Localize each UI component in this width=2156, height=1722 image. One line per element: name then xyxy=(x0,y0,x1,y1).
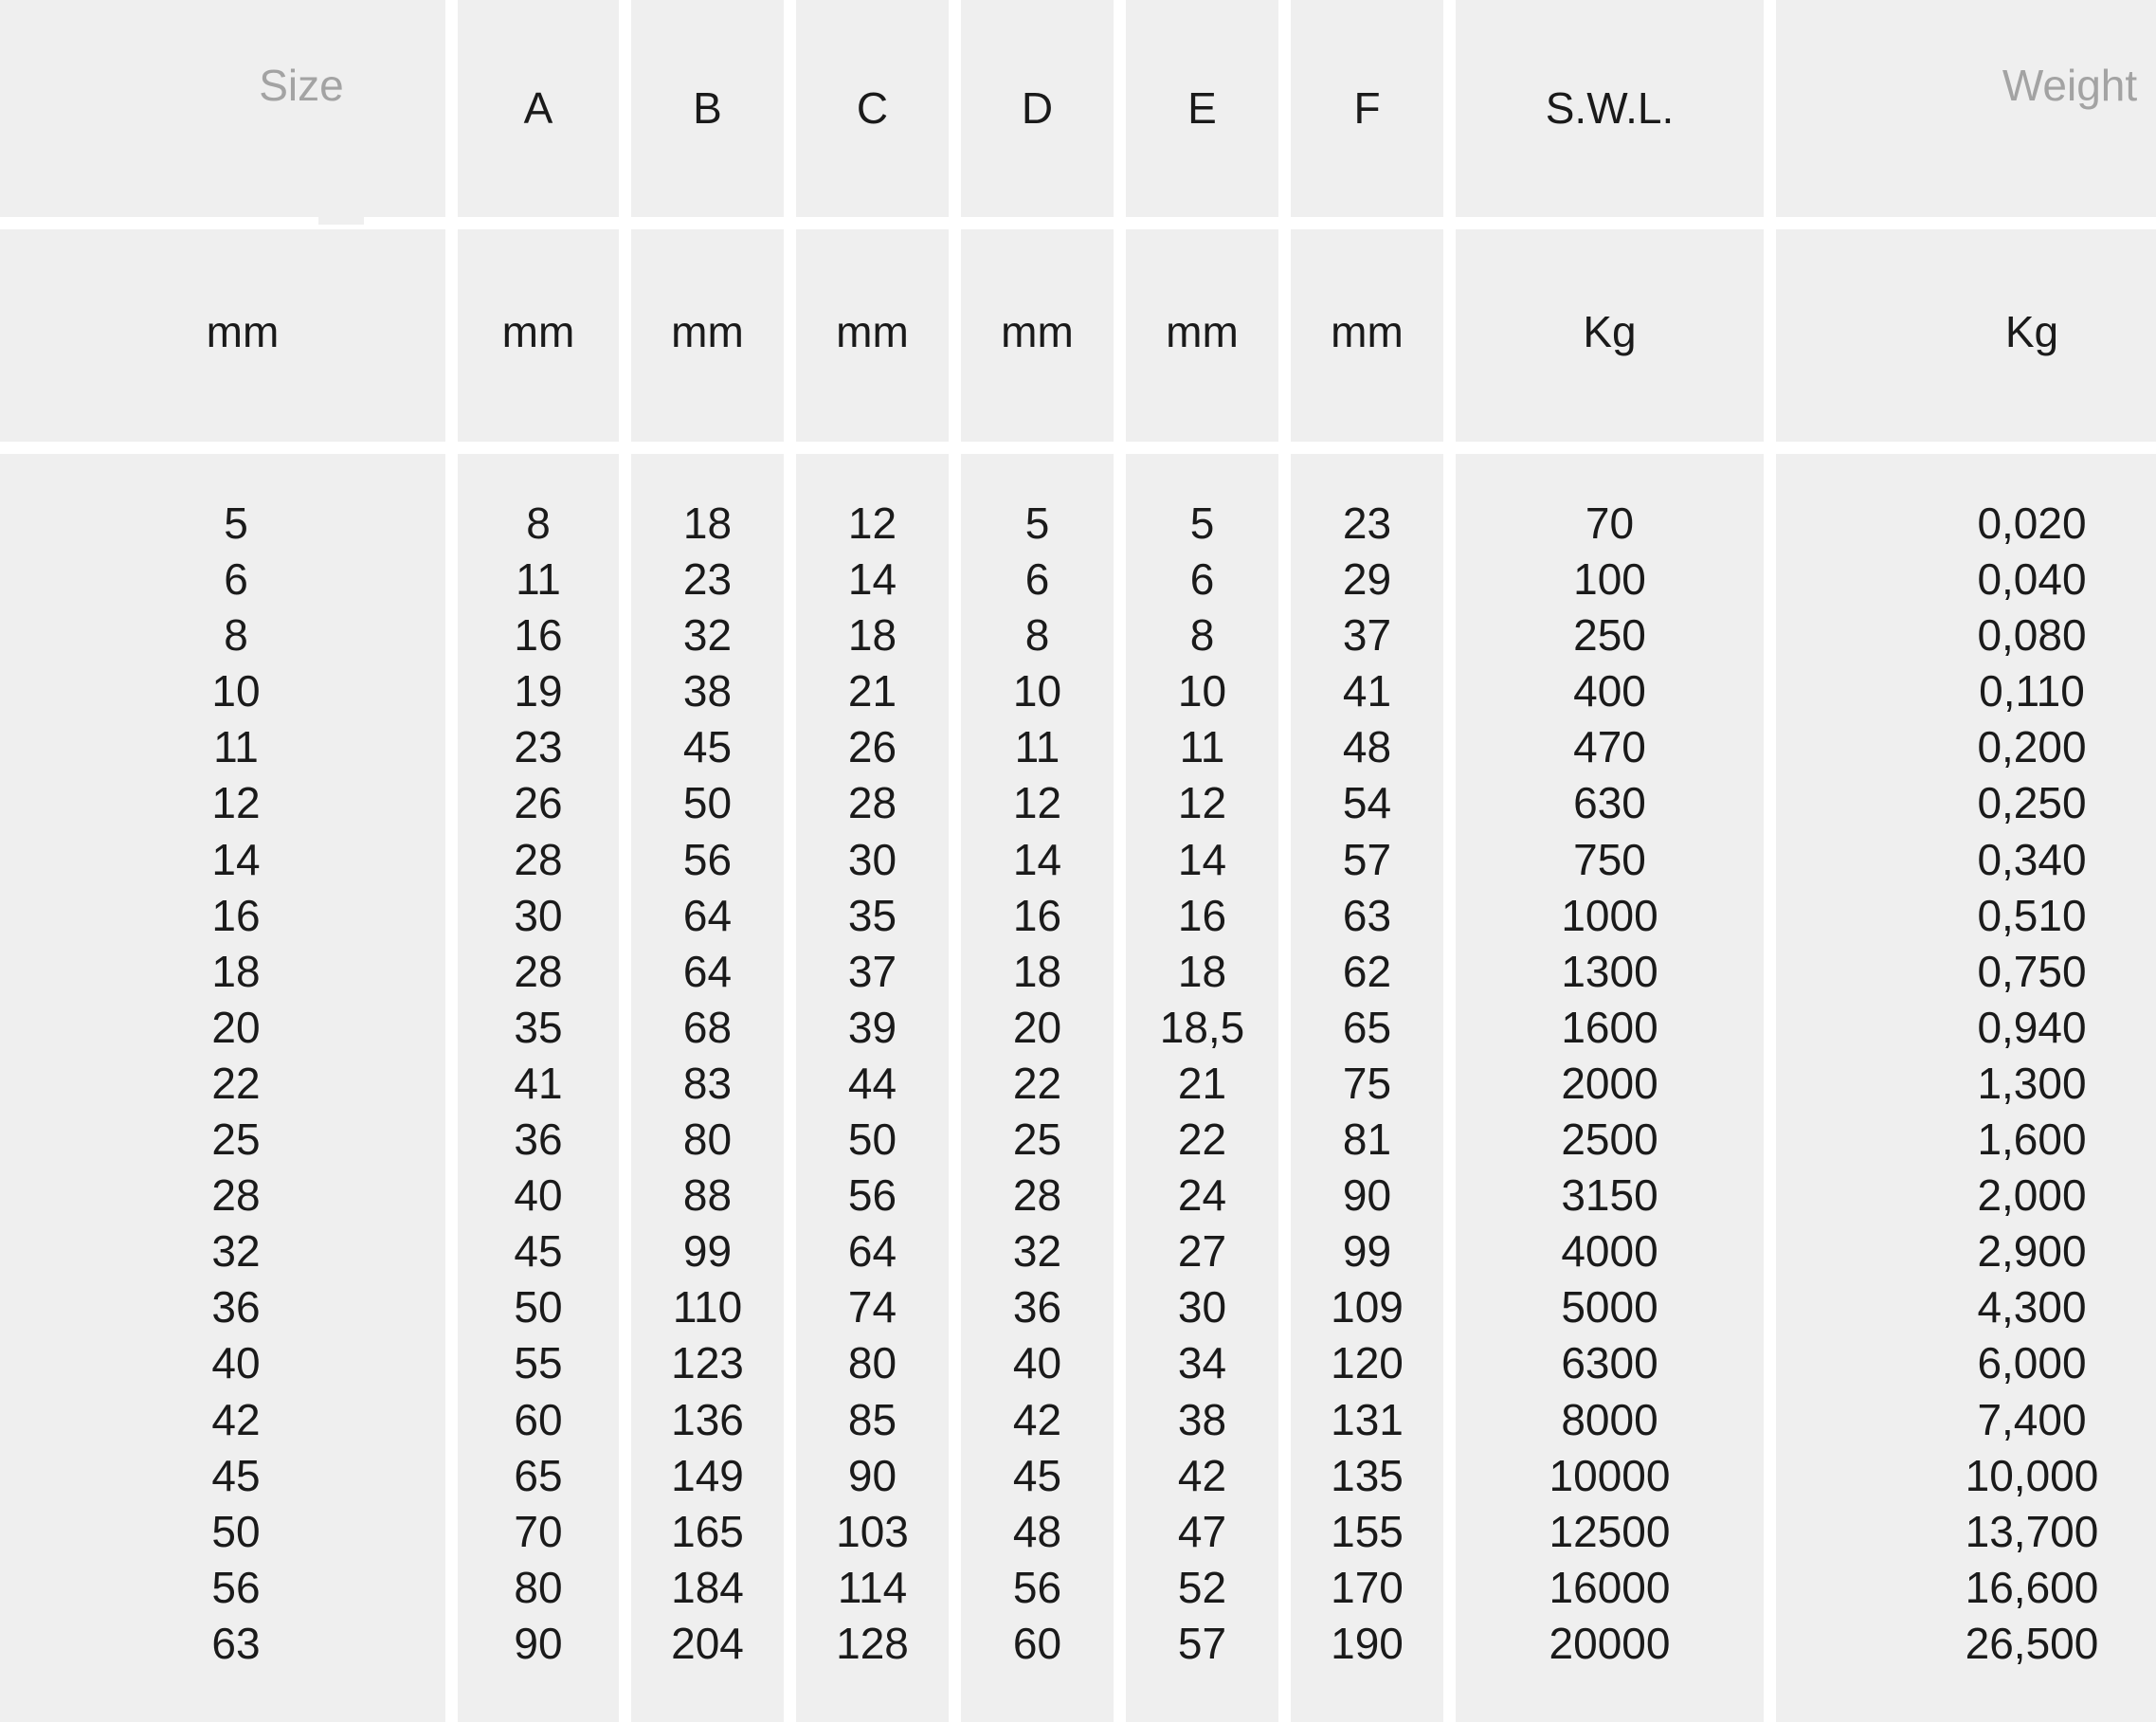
table-cell: 90 xyxy=(514,1618,563,1668)
table-cell: 28 xyxy=(211,1170,261,1221)
table-cell: 0,040 xyxy=(1977,554,2087,605)
table-cell: 2000 xyxy=(1561,1058,1658,1108)
table-cell: 16,600 xyxy=(1965,1562,2099,1612)
table-cell: 37 xyxy=(1342,610,1392,661)
table-cell: 47 xyxy=(1177,1506,1227,1556)
table-cell: 56 xyxy=(847,1170,897,1221)
table-cell: 63 xyxy=(1342,890,1392,940)
table-cell: 135 xyxy=(1331,1450,1404,1500)
table-cell: 36 xyxy=(211,1282,261,1332)
header-notch xyxy=(318,217,364,225)
column-header: S.W.L. xyxy=(1545,83,1675,133)
table-cell: 8 xyxy=(1189,610,1215,661)
table-cell: 0,020 xyxy=(1977,498,2087,548)
table-column xyxy=(1291,0,1443,1722)
column-values xyxy=(1126,496,1278,1672)
table-cell: 22 xyxy=(211,1058,261,1108)
column-unit: mm xyxy=(1166,307,1239,356)
table-cell: 28 xyxy=(847,778,897,828)
table-cell: 45 xyxy=(211,1450,261,1500)
table-cell: 0,340 xyxy=(1977,834,2087,884)
table-cell: 400 xyxy=(1573,666,1646,716)
table-cell: 85 xyxy=(847,1394,897,1444)
table-cell: 81 xyxy=(1342,1115,1392,1165)
table-cell: 10000 xyxy=(1549,1450,1671,1500)
table-cell: 2,900 xyxy=(1977,1226,2087,1277)
column-unit: Kg xyxy=(2004,307,2059,356)
table-cell: 18 xyxy=(1012,946,1062,996)
table-cell: 25 xyxy=(211,1115,261,1165)
table-cell: 88 xyxy=(682,1170,733,1221)
column-header: A xyxy=(523,83,553,133)
table-cell: 6,000 xyxy=(1977,1338,2087,1388)
table-cell: 7,400 xyxy=(1977,1394,2087,1444)
table-cell: 0,510 xyxy=(1977,890,2087,940)
table-cell: 48 xyxy=(1012,1506,1062,1556)
table-cell: 35 xyxy=(514,1002,563,1052)
table-cell: 12500 xyxy=(1549,1506,1671,1556)
table-cell: 630 xyxy=(1573,778,1646,828)
table-cell: 136 xyxy=(671,1394,744,1444)
table-cell: 64 xyxy=(682,946,733,996)
table-cell: 42 xyxy=(1012,1394,1062,1444)
table-cell: 40 xyxy=(514,1170,563,1221)
table-cell: 1000 xyxy=(1561,890,1658,940)
table-cell: 11 xyxy=(516,554,561,605)
table-cell: 41 xyxy=(1342,666,1392,716)
table-cell: 1600 xyxy=(1561,1002,1658,1052)
table-column xyxy=(1126,0,1278,1722)
table-cell: 204 xyxy=(671,1618,744,1668)
table-cell: 28 xyxy=(514,946,563,996)
table-column xyxy=(631,0,784,1722)
table-cell: 2500 xyxy=(1561,1115,1658,1165)
column-header: Size xyxy=(259,61,344,110)
table-cell: 32 xyxy=(682,610,733,661)
table-cell: 21 xyxy=(1177,1058,1227,1108)
table-cell: 109 xyxy=(1331,1282,1404,1332)
table-cell: 750 xyxy=(1573,834,1646,884)
table-cell: 11 xyxy=(1014,722,1060,772)
table-cell: 6300 xyxy=(1561,1338,1658,1388)
table-cell: 3150 xyxy=(1561,1170,1658,1221)
table-cell: 12 xyxy=(1177,778,1227,828)
table-cell: 22 xyxy=(1177,1115,1227,1165)
table-cell: 45 xyxy=(1012,1450,1062,1500)
table-cell: 30 xyxy=(514,890,563,940)
table-cell: 60 xyxy=(514,1394,563,1444)
table-cell: 1300 xyxy=(1561,946,1658,996)
table-column xyxy=(961,0,1114,1722)
table-cell: 8000 xyxy=(1561,1394,1658,1444)
table-cell: 20000 xyxy=(1549,1618,1671,1668)
table-cell: 39 xyxy=(847,1002,897,1052)
table-column xyxy=(1456,0,1764,1722)
table-cell: 6 xyxy=(1189,554,1215,605)
table-cell: 40 xyxy=(211,1338,261,1388)
table-cell: 29 xyxy=(1342,554,1392,605)
table-cell: 34 xyxy=(1177,1338,1227,1388)
table-cell: 10 xyxy=(1177,666,1227,716)
column-unit: mm xyxy=(206,307,280,356)
table-cell: 26 xyxy=(514,778,563,828)
table-cell: 32 xyxy=(1012,1226,1062,1277)
table-cell: 18 xyxy=(682,498,733,548)
table-cell: 50 xyxy=(211,1506,261,1556)
table-cell: 36 xyxy=(514,1115,563,1165)
table-cell: 24 xyxy=(1177,1170,1227,1221)
table-cell: 20 xyxy=(1012,1002,1062,1052)
table-cell: 65 xyxy=(1342,1002,1392,1052)
table-cell: 65 xyxy=(514,1450,563,1500)
table-cell: 70 xyxy=(514,1506,563,1556)
table-cell: 114 xyxy=(837,1562,908,1612)
column-unit: mm xyxy=(836,307,909,356)
table-cell: 68 xyxy=(682,1002,733,1052)
table-cell: 10,000 xyxy=(1965,1450,2099,1500)
column-values xyxy=(631,496,784,1672)
table-cell: 18 xyxy=(211,946,261,996)
table-cell: 11 xyxy=(213,722,259,772)
table-cell: 470 xyxy=(1573,722,1646,772)
table-cell: 64 xyxy=(682,890,733,940)
table-cell: 4000 xyxy=(1561,1226,1658,1277)
table-cell: 14 xyxy=(1177,834,1227,884)
table-cell: 56 xyxy=(682,834,733,884)
table-column xyxy=(458,0,619,1722)
table-cell: 38 xyxy=(682,666,733,716)
table-cell: 5000 xyxy=(1561,1282,1658,1332)
column-unit: mm xyxy=(671,307,744,356)
table-cell: 42 xyxy=(211,1394,261,1444)
table-cell: 8 xyxy=(1024,610,1050,661)
table-cell: 37 xyxy=(847,946,897,996)
table-cell: 11 xyxy=(1179,722,1225,772)
table-cell: 0,250 xyxy=(1977,778,2087,828)
table-cell: 2,000 xyxy=(1977,1170,2087,1221)
table-cell: 57 xyxy=(1342,834,1392,884)
table-cell: 6 xyxy=(224,554,248,605)
table-cell: 103 xyxy=(836,1506,909,1556)
table-cell: 155 xyxy=(1331,1506,1404,1556)
column-header: B xyxy=(693,83,722,133)
table-cell: 27 xyxy=(1177,1226,1227,1277)
table-column xyxy=(796,0,949,1722)
table-cell: 21 xyxy=(847,666,897,716)
table-cell: 48 xyxy=(1342,722,1392,772)
table-cell: 50 xyxy=(847,1115,897,1165)
table-column xyxy=(1776,0,2156,1722)
table-cell: 5 xyxy=(1024,498,1050,548)
table-cell: 16 xyxy=(211,890,261,940)
table-cell: 18 xyxy=(1177,946,1227,996)
table-cell: 35 xyxy=(847,890,897,940)
table-cell: 62 xyxy=(1342,946,1392,996)
table-cell: 30 xyxy=(1177,1282,1227,1332)
table-cell: 12 xyxy=(847,498,897,548)
table-cell: 23 xyxy=(682,554,733,605)
table-cell: 70 xyxy=(1585,498,1635,548)
table-cell: 20 xyxy=(211,1002,261,1052)
table-cell: 170 xyxy=(1331,1562,1404,1612)
table-cell: 18 xyxy=(847,610,897,661)
table-cell: 10 xyxy=(1012,666,1062,716)
table-cell: 56 xyxy=(1012,1562,1062,1612)
table-cell: 100 xyxy=(1573,554,1646,605)
table-cell: 74 xyxy=(847,1282,897,1332)
table-cell: 5 xyxy=(224,498,248,548)
table-cell: 54 xyxy=(1342,778,1392,828)
table-cell: 50 xyxy=(514,1282,563,1332)
table-cell: 1,600 xyxy=(1977,1115,2087,1165)
column-header: Weight xyxy=(2002,61,2138,110)
column-values xyxy=(0,496,472,1672)
column-values xyxy=(796,496,949,1672)
table-cell: 18,5 xyxy=(1159,1002,1245,1052)
column-unit: mm xyxy=(1331,307,1404,356)
column-values xyxy=(1291,496,1443,1672)
column-unit: mm xyxy=(501,307,575,356)
table-cell: 80 xyxy=(514,1562,563,1612)
table-cell: 50 xyxy=(682,778,733,828)
table-cell: 99 xyxy=(1342,1226,1392,1277)
table-cell: 80 xyxy=(847,1338,897,1388)
table-cell: 22 xyxy=(1012,1058,1062,1108)
table-cell: 16000 xyxy=(1549,1562,1671,1612)
table-cell: 184 xyxy=(671,1562,744,1612)
table-cell: 19 xyxy=(514,666,563,716)
table-cell: 190 xyxy=(1331,1618,1404,1668)
table-cell: 26 xyxy=(847,722,897,772)
table-cell: 90 xyxy=(1342,1170,1392,1221)
table-cell: 14 xyxy=(211,834,261,884)
table-cell: 23 xyxy=(514,722,563,772)
column-values xyxy=(458,496,619,1672)
table-cell: 123 xyxy=(671,1338,744,1388)
table-cell: 16 xyxy=(514,610,563,661)
table-cell: 42 xyxy=(1177,1450,1227,1500)
table-cell: 38 xyxy=(1177,1394,1227,1444)
table-cell: 75 xyxy=(1342,1058,1392,1108)
table-cell: 5 xyxy=(1189,498,1215,548)
column-header: F xyxy=(1353,83,1381,133)
column-header: C xyxy=(856,83,889,133)
table-cell: 40 xyxy=(1012,1338,1062,1388)
table-cell: 55 xyxy=(514,1338,563,1388)
table-cell: 8 xyxy=(526,498,551,548)
column-header: E xyxy=(1187,83,1217,133)
table-cell: 45 xyxy=(682,722,733,772)
table-cell: 60 xyxy=(1012,1618,1062,1668)
table-cell: 90 xyxy=(847,1450,897,1500)
table-cell: 12 xyxy=(1012,778,1062,828)
table-cell: 6 xyxy=(1024,554,1050,605)
table-cell: 63 xyxy=(211,1618,261,1668)
table-cell: 25 xyxy=(1012,1115,1062,1165)
table-cell: 83 xyxy=(682,1058,733,1108)
table-cell: 45 xyxy=(514,1226,563,1277)
table-cell: 1,300 xyxy=(1977,1058,2087,1108)
table-column xyxy=(0,0,445,1722)
table-cell: 0,940 xyxy=(1977,1002,2087,1052)
table-cell: 8 xyxy=(224,610,248,661)
table-cell: 0,080 xyxy=(1977,610,2087,661)
table-cell: 110 xyxy=(672,1282,743,1332)
table-cell: 28 xyxy=(514,834,563,884)
column-unit: Kg xyxy=(1583,307,1637,356)
table-cell: 14 xyxy=(847,554,897,605)
table-cell: 64 xyxy=(847,1226,897,1277)
table-cell: 26,500 xyxy=(1965,1618,2099,1668)
column-values xyxy=(1456,496,1764,1672)
table-cell: 149 xyxy=(671,1450,744,1500)
table-cell: 44 xyxy=(847,1058,897,1108)
table-cell: 99 xyxy=(682,1226,733,1277)
table-cell: 23 xyxy=(1342,498,1392,548)
table-cell: 0,110 xyxy=(1979,666,2085,716)
column-values xyxy=(961,496,1114,1672)
table-cell: 80 xyxy=(682,1115,733,1165)
table-cell: 30 xyxy=(847,834,897,884)
table-cell: 10 xyxy=(211,666,261,716)
table-cell: 36 xyxy=(1012,1282,1062,1332)
table-cell: 41 xyxy=(514,1058,563,1108)
table-cell: 131 xyxy=(1331,1394,1404,1444)
table-cell: 120 xyxy=(1331,1338,1404,1388)
table-cell: 28 xyxy=(1012,1170,1062,1221)
table-cell: 57 xyxy=(1177,1618,1227,1668)
table-cell: 4,300 xyxy=(1977,1282,2087,1332)
column-unit: mm xyxy=(1001,307,1074,356)
table-cell: 52 xyxy=(1177,1562,1227,1612)
table-cell: 14 xyxy=(1012,834,1062,884)
table-cell: 165 xyxy=(671,1506,744,1556)
table-cell: 0,750 xyxy=(1977,946,2087,996)
table-cell: 56 xyxy=(211,1562,261,1612)
table-cell: 16 xyxy=(1177,890,1227,940)
table-cell: 250 xyxy=(1573,610,1646,661)
column-values xyxy=(1890,496,2156,1672)
table-cell: 32 xyxy=(211,1226,261,1277)
table-cell: 128 xyxy=(836,1618,909,1668)
table-cell: 12 xyxy=(211,778,261,828)
column-header: D xyxy=(1021,83,1054,133)
table-cell: 13,700 xyxy=(1965,1506,2099,1556)
table-cell: 0,200 xyxy=(1977,722,2087,772)
table-cell: 16 xyxy=(1012,890,1062,940)
